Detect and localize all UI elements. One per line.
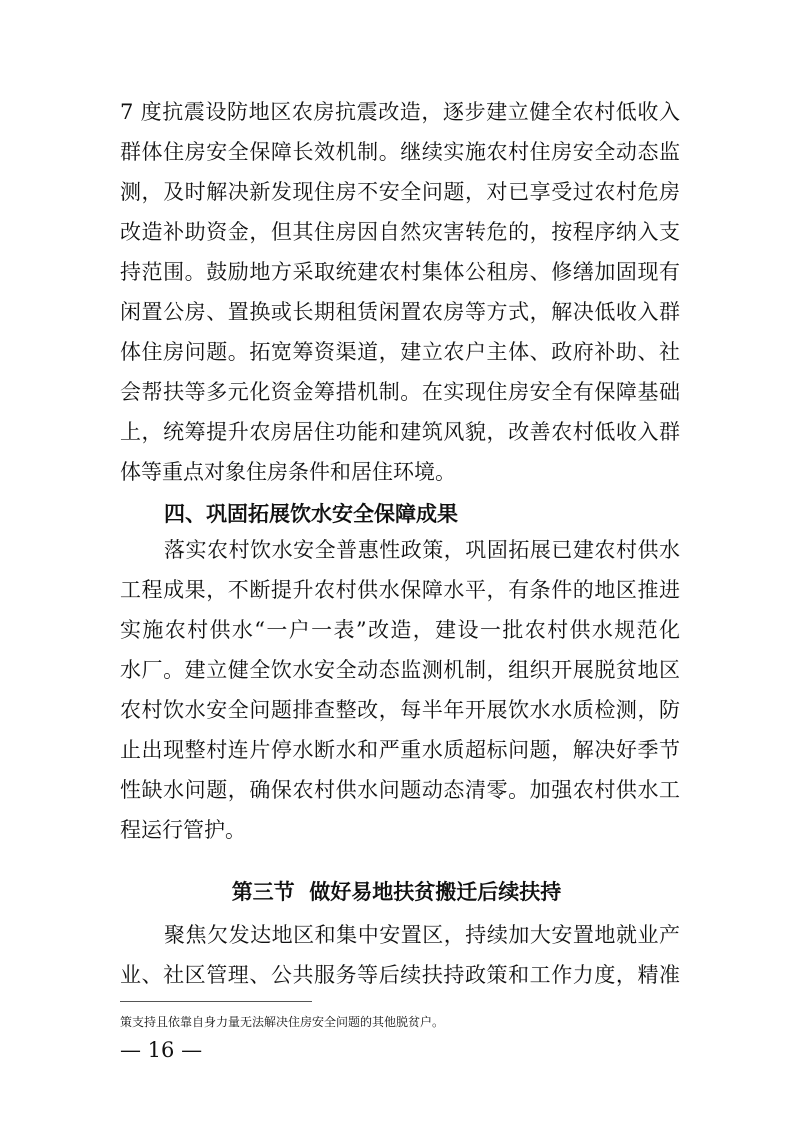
paragraph-line: 性缺水问题，确保农村供水问题动态清零。加强农村供水工 [120, 778, 680, 802]
paragraph-line: 体住房问题。拓宽筹资渠道，建立农户主体、政府补助、社 [120, 340, 680, 364]
paragraph-line: 实施农村供水“一户一表”改造，建设一批农村供水规范化 [120, 618, 680, 642]
paragraph-line: 闲置公房、置换或长期租赁闲置农房等方式，解决低收入群 [120, 300, 680, 324]
paragraph-line: 会帮扶等多元化资金筹措机制。在实现住房安全有保障基础 [120, 380, 680, 404]
paragraph-line: 测，及时解决新发现住房不安全问题，对已享受过农村危房 [120, 180, 680, 204]
page-number: — 16 — [120, 1038, 203, 1062]
paragraph-line: 工程成果，不断提升农村供水保障水平，有条件的地区推进 [120, 578, 680, 602]
paragraph-line: 农村饮水安全问题排查整改，每半年开展饮水水质检测，防 [120, 698, 680, 722]
paragraph-line: 落实农村饮水安全普惠性政策，巩固拓展已建农村供水 [164, 538, 680, 562]
paragraph-line: 群体住房安全保障长效机制。继续实施农村住房安全动态监 [120, 140, 680, 164]
footnote-text: 策支持且依靠自身力量无法解决住房安全问题的其他脱贫户。 [120, 1015, 445, 1029]
paragraph-line: 业、社区管理、公共服务等后续扶持政策和工作力度，精准 [120, 963, 680, 987]
footnote-divider [120, 1001, 312, 1002]
paragraph-line: 水厂。建立健全饮水安全动态监测机制，组织开展脱贫地区 [120, 658, 680, 682]
paragraph-line: 持范围。鼓励地方采取统建农村集体公租房、修缮加固现有 [120, 260, 680, 284]
section-title: 第三节 做好易地扶贫搬迁后续扶持 [231, 880, 562, 904]
paragraph-line: 聚焦欠发达地区和集中安置区，持续加大安置地就业产 [164, 923, 680, 947]
paragraph-line: 程运行管护。 [120, 818, 246, 842]
paragraph-line: 7 度抗震设防地区农房抗震改造，逐步建立健全农村低收入 [120, 100, 680, 124]
paragraph-line: 上，统筹提升农房居住功能和建筑风貌，改善农村低收入群 [120, 420, 680, 444]
paragraph-line: 体等重点对象住房条件和居住环境。 [120, 460, 456, 484]
paragraph-line: 改造补助资金，但其住房因自然灾害转危的，按程序纳入支 [120, 220, 680, 244]
subsection-heading: 四、巩固拓展饮水安全保障成果 [164, 502, 458, 526]
paragraph-line: 止出现整村连片停水断水和严重水质超标问题，解决好季节 [120, 738, 680, 762]
